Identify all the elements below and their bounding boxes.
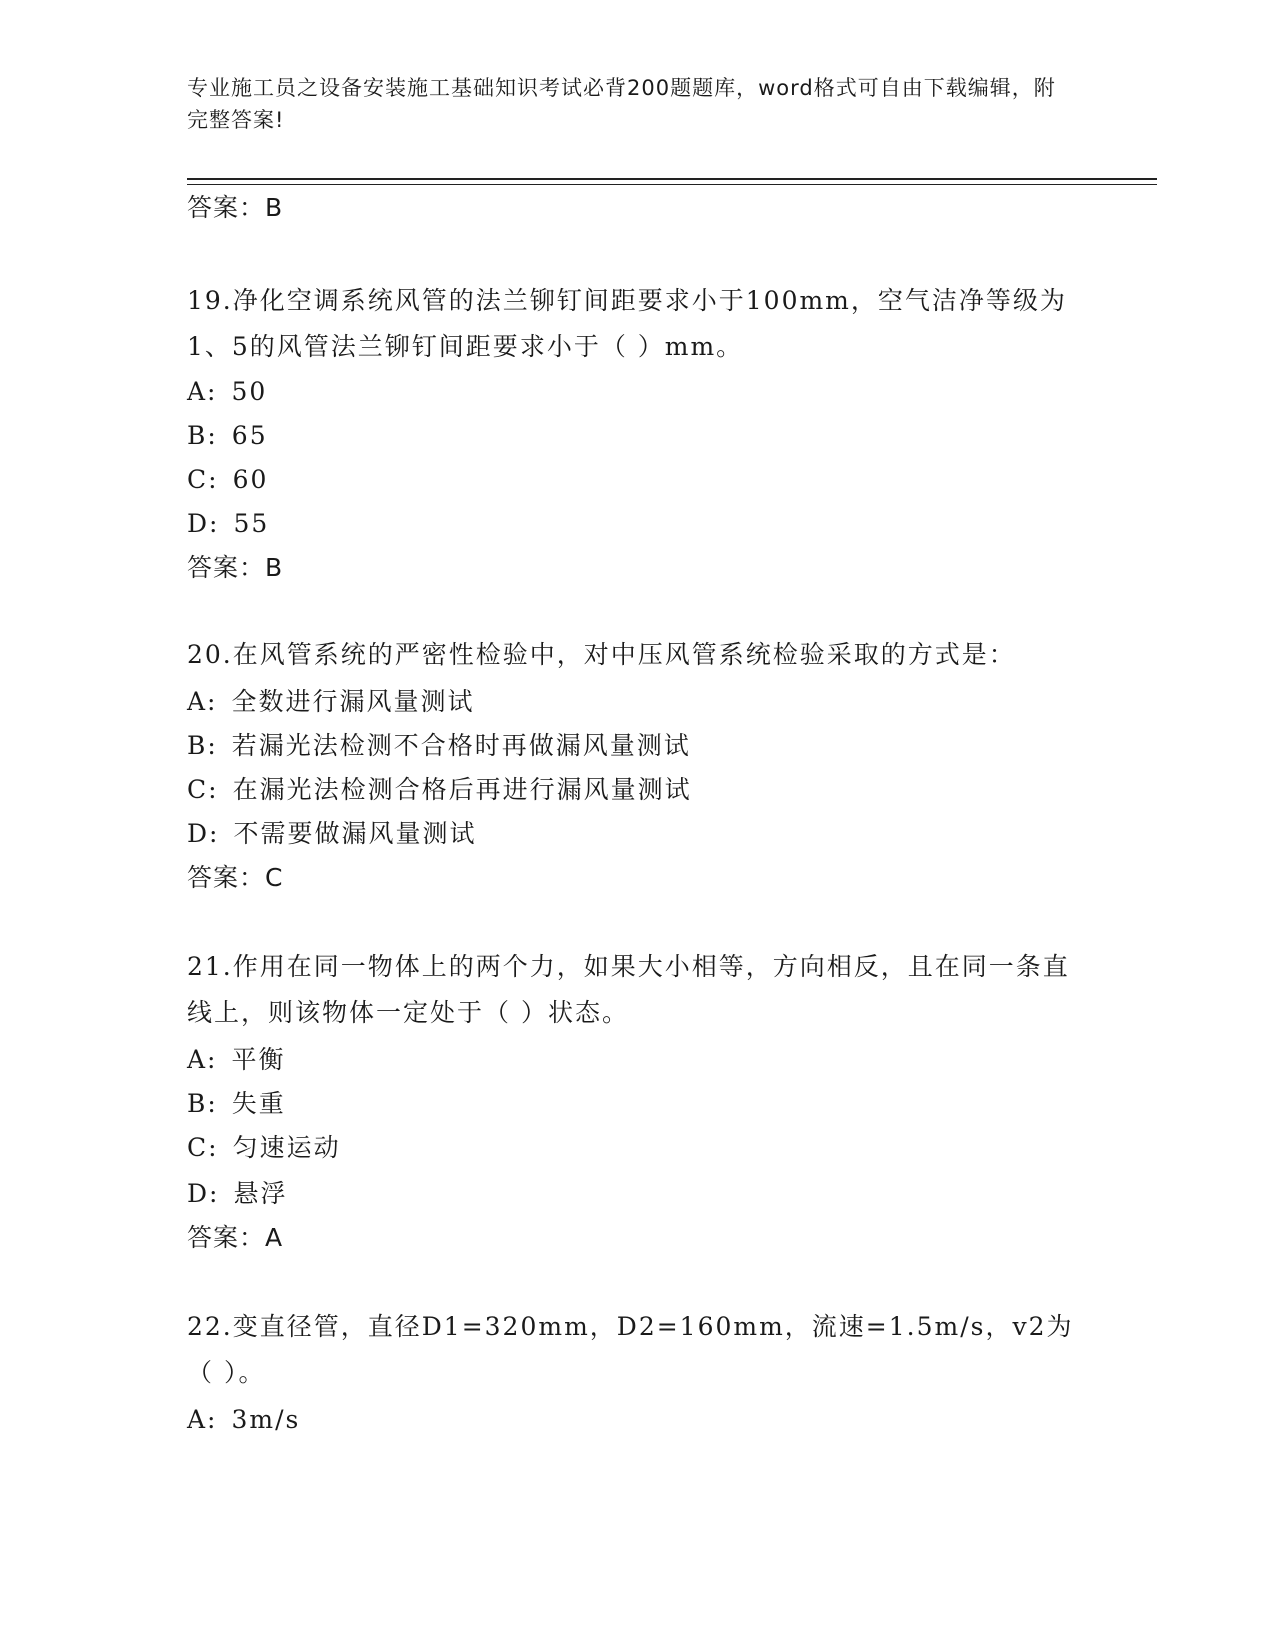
option-a	[187, 1044, 286, 1076]
option-key: D:	[187, 819, 220, 848]
answer-label: 答案：	[187, 1223, 266, 1252]
option-value: 全数进行漏风量测试	[231, 687, 475, 716]
option-value: 若漏光法检测不合格时再做漏风量测试	[231, 731, 691, 760]
option-key: C:	[187, 775, 219, 804]
option-value: 55	[233, 509, 270, 538]
option-c	[187, 464, 268, 496]
answer-label: 答案：	[187, 553, 266, 582]
option-key: B:	[187, 731, 218, 760]
option-key: A:	[187, 1045, 218, 1074]
option-a	[187, 686, 475, 718]
option-key: D:	[187, 509, 220, 538]
option-a	[187, 1404, 300, 1436]
answer-value: A	[265, 1223, 284, 1252]
question-text: 21.作用在同一物体上的两个力，如果大小相等，方向相反，且在同一条直线上，则该物体一定处于（ ）状态。	[187, 952, 1070, 1027]
option-key: C:	[187, 1133, 219, 1162]
header-divider-thick	[187, 178, 1157, 180]
option-value: 失重	[231, 1089, 286, 1118]
option-d	[187, 508, 269, 540]
answer-value: B	[265, 193, 284, 222]
answer-line	[187, 552, 283, 584]
answer-line	[187, 192, 283, 224]
option-key: C:	[187, 465, 219, 494]
option-value: 65	[231, 421, 268, 450]
option-b	[187, 420, 268, 452]
option-value: 不需要做漏风量测试	[233, 819, 477, 848]
option-b	[187, 1088, 286, 1120]
answer-line	[187, 862, 283, 894]
option-value: 3m/s	[231, 1405, 301, 1434]
option-c	[187, 1132, 341, 1164]
answer-label: 答案：	[187, 863, 266, 892]
option-key: A:	[187, 687, 218, 716]
option-b	[187, 730, 691, 762]
option-d	[187, 818, 476, 850]
option-value: 60	[232, 465, 269, 494]
option-value: 平衡	[231, 1045, 286, 1074]
question-text: 20.在风管系统的严密性检验中，对中压风管系统检验采取的方式是：	[187, 640, 1016, 669]
header-divider-thin	[187, 184, 1157, 185]
answer-value: C	[265, 863, 284, 892]
option-value: 50	[231, 377, 268, 406]
option-key: A:	[187, 377, 218, 406]
option-value: 在漏光法检测合格后再进行漏风量测试	[232, 775, 692, 804]
option-key: A:	[187, 1405, 218, 1434]
question-text: 22.变直径管，直径D1=320mm，D2=160mm，流速=1.5m/s，v2为（ ）。	[187, 1312, 1074, 1387]
option-c	[187, 774, 692, 806]
option-key: D:	[187, 1179, 220, 1208]
option-value: 悬浮	[233, 1179, 288, 1208]
answer-line	[187, 1222, 283, 1254]
answer-label: 答案：	[187, 193, 266, 222]
option-key: B:	[187, 1089, 218, 1118]
option-d	[187, 1178, 287, 1210]
answer-value: B	[265, 553, 284, 582]
option-value: 匀速运动	[232, 1133, 341, 1162]
question-text: 19.净化空调系统风管的法兰铆钉间距要求小于100mm，空气洁净等级为1、5的风管法兰铆钉间距要求小于（ ）mm。	[187, 286, 1067, 361]
document-header: 专业施工员之设备安装施工基础知识考试必背200题题库，word格式可自由下载编辑，附完整答案!	[187, 76, 1056, 132]
option-a	[187, 376, 267, 408]
option-key: B:	[187, 421, 218, 450]
